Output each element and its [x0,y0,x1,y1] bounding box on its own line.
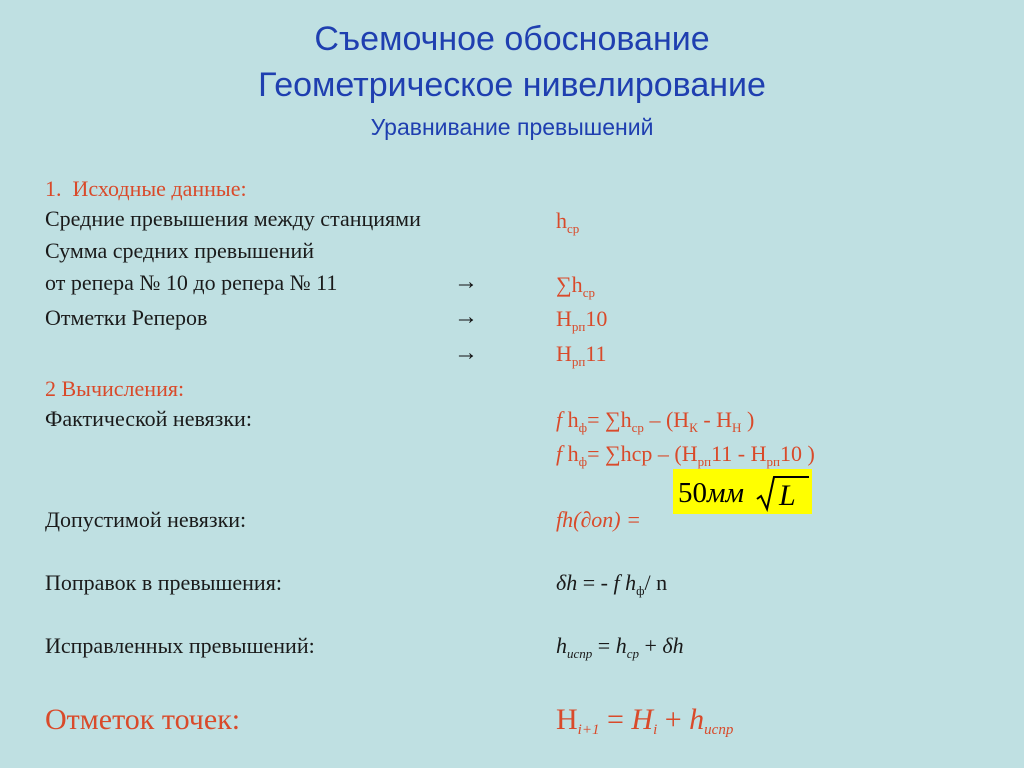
correction-formula: δh = - f $h_ф/$ n [556,570,668,598]
arrow-icon: → [454,340,478,366]
fact-formula-2: f $h_ф= \sum hср - (H_{рп}11 - H_{рп}10$ ) [556,441,815,469]
fixed-formula: $h_{испр} = h_{ср} + \delta h$ [556,633,684,661]
row-marks-value-10: $H_{рп}10$ [556,306,608,334]
slide-title: Съемочное обоснование [314,20,710,58]
slide-section-title: Уравнивание превышений [370,114,654,140]
sqrt-icon [673,469,812,514]
row-sum-label-a: Сумма средних превышений [45,238,315,263]
fact-label: Фактической невязки: [45,406,252,431]
section2-heading: 2 Вычисления: [45,376,185,401]
tolerance-label: Допустимой невязки: [45,507,247,532]
sqrt-arg: L [779,479,796,512]
arrow-icon: → [454,304,478,330]
tolerance-formula-box [673,469,812,514]
tolerance-formula: fh(∂оп) = [556,507,641,532]
tolerance-value: 50мм [678,477,745,509]
fixed-label: Исправленных превышений: [45,633,315,658]
section1-number: 1. [45,176,62,201]
row-sum-value: $\sum h_{ср}$ [556,272,595,300]
row-marks-label: Отметки Реперов [45,305,208,330]
slide-subtitle: Геометрическое нивелирование [258,66,766,104]
section1-heading [45,176,247,202]
marks-label: Отметок точек: [45,703,241,736]
fact-formula-1: f $h_ф= \sum h_{ср} - (H_К - H_Н$ ) [556,407,755,435]
section1-title: Исходные данные: [72,176,247,201]
arrow-icon: → [454,269,478,295]
row-avg-value: $h_{ср}$ [556,208,580,236]
marks-formula: $H_{i+1} = H_i + h_{испр}$ [556,703,734,738]
row-marks-value-11: $H_{рп}11$ [556,341,607,369]
row-avg-label: Средние превышения между станциями [45,206,421,231]
correction-label: Поправок в превышения: [45,570,282,595]
row-sum-label-b: от репера № 10 до репера № 11 [45,270,338,295]
